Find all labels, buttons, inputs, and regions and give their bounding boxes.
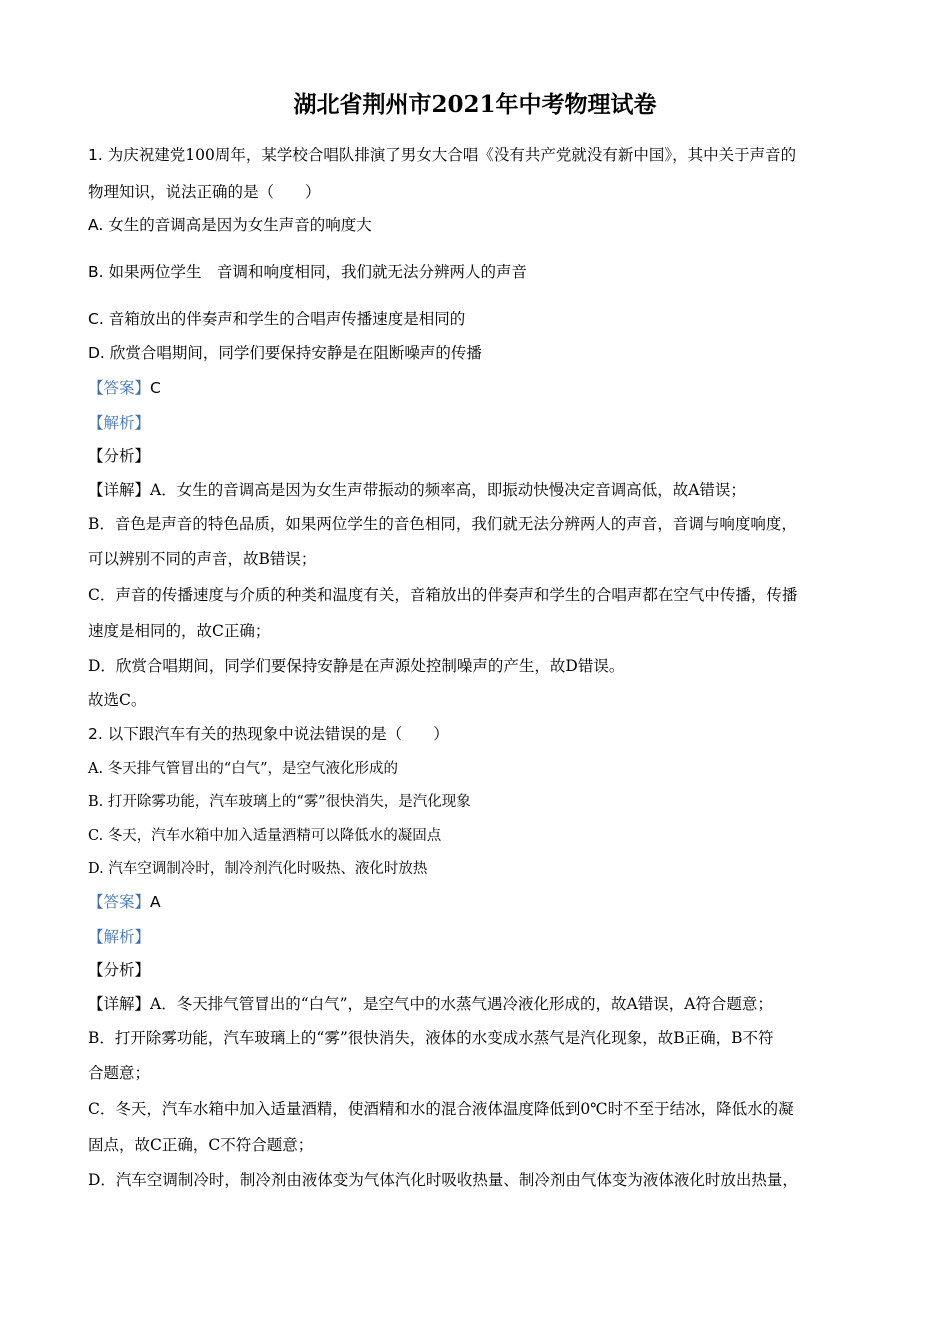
q1-answer [88, 378, 868, 398]
q1-option-b-text: 如果两位学生 音调和响度相同，我们就无法分辨两人的声音 [108, 263, 528, 281]
q2-option-a [88, 759, 868, 779]
q1-conclusion: 故选C。 [88, 691, 147, 709]
q2-detail-3a: C．冬天，汽车水箱中加入适量酒精，使酒精和水的混合液体温度降低到0℃时不至于结冰，降低水的凝 [88, 1100, 794, 1118]
q2-option-d [88, 859, 868, 879]
q2-stem-text: 以下跟汽车有关的热现象中说法错误的是（ ） [107, 725, 449, 743]
q1-answer-tag: 【答案】 [88, 379, 151, 397]
q1-option-c-text: 音箱放出的伴奏声和学生的合唱声传播速度是相同的 [108, 310, 466, 328]
q1-option-a-label: A. [88, 216, 104, 234]
q1-option-d-text: 欣赏合唱期间，同学们要保持安静是在阻断噪声的传播 [109, 344, 482, 362]
q2-answer-value: A [150, 893, 161, 911]
q1-option-c [88, 309, 868, 329]
q1-jiexi-tag: 【解析】 [88, 414, 151, 432]
q1-option-b-label: B. [88, 263, 104, 281]
q2-option-c-text: 冬天，汽车水箱中加入适量酒精可以降低水的凝固点 [107, 828, 442, 844]
q2-detail-2b: 合题意； [88, 1064, 151, 1082]
q2-option-b-text: 打开除雾功能，汽车玻璃上的“雾”很快消失，是汽化现象 [107, 794, 471, 810]
q1-answer-value: C [150, 379, 161, 397]
q2-answer [88, 892, 868, 912]
q1-detail-4: D．欣赏合唱期间，同学们要保持安静是在声源处控制噪声的产生，故D错误。 [88, 657, 625, 675]
q1-option-c-label: C. [88, 310, 104, 328]
q2-option-c-label: C. [88, 828, 104, 844]
q1-detail-1: 【详解】A．女生的音调高是因为女生声带振动的频率高，即振动快慢决定音调高低，故A错误； [88, 481, 746, 499]
q1-option-a [88, 215, 868, 235]
q2-answer-tag: 【答案】 [88, 893, 151, 911]
q2-detail-4: D．汽车空调制冷时，制冷剂由液体变为气体汽化时吸收热量、制冷剂由气体变为液体液化时放出热量， [88, 1171, 798, 1189]
q1-detail-3b: 速度是相同的，故C正确； [88, 622, 271, 640]
q2-option-d-label: D. [88, 861, 104, 877]
q2-option-c [88, 826, 868, 846]
page-title: 湖北省荆州市2021年中考物理试卷 [293, 91, 657, 118]
q1-fenxi-tag: 【分析】 [88, 447, 151, 465]
q1-option-d [88, 343, 868, 363]
q1-stem-line2: 物理知识，说法正确的是（ ） [88, 183, 321, 201]
q1-detail-3a: C．声音的传播速度与介质的种类和温度有关，音箱放出的伴奏声和学生的合唱声都在空气中传播，传播 [88, 586, 798, 604]
q2-stem [88, 724, 868, 744]
q1-stem-line1 [88, 145, 868, 165]
q2-fenxi-tag: 【分析】 [88, 961, 151, 979]
q1-option-a-text: 女生的音调高是因为女生声音的响度大 [108, 216, 372, 234]
q2-number: 2. [88, 725, 103, 743]
q1-number: 1. [88, 146, 103, 164]
q2-detail-1: 【详解】A．冬天排气管冒出的“白气”，是空气中的水蒸气遇冷液化形成的，故A错误，A符合题意； [88, 995, 773, 1013]
q2-jiexi-tag: 【解析】 [88, 928, 151, 946]
q2-option-a-label: A. [88, 761, 104, 777]
q2-option-a-text: 冬天排气管冒出的“白气”，是空气液化形成的 [107, 761, 399, 777]
q1-stem-text1: 为庆祝建党100周年，某学校合唱队排演了男女大合唱《没有共产党就没有新中国》，其中关于声音的 [107, 146, 797, 164]
q1-option-b [88, 262, 868, 282]
q1-detail-2b: 可以辨别不同的声音，故B错误； [88, 550, 317, 568]
q2-option-b-label: B. [88, 794, 104, 810]
q2-option-d-text: 汽车空调制冷时，制冷剂汽化时吸热、液化时放热 [108, 861, 428, 877]
q2-detail-2a: B．打开除雾功能，汽车玻璃上的“雾”很快消失，液体的水变成水蒸气是汽化现象，故B正确，B不符 [88, 1029, 774, 1047]
q2-option-b [88, 792, 868, 812]
q1-detail-2a: B．音色是声音的特色品质，如果两位学生的音色相同，我们就无法分辨两人的声音，音调与响度响度， [88, 515, 797, 533]
q1-option-d-label: D. [88, 344, 105, 362]
q2-detail-3b: 固点，故C正确，C不符合题意； [88, 1136, 314, 1154]
